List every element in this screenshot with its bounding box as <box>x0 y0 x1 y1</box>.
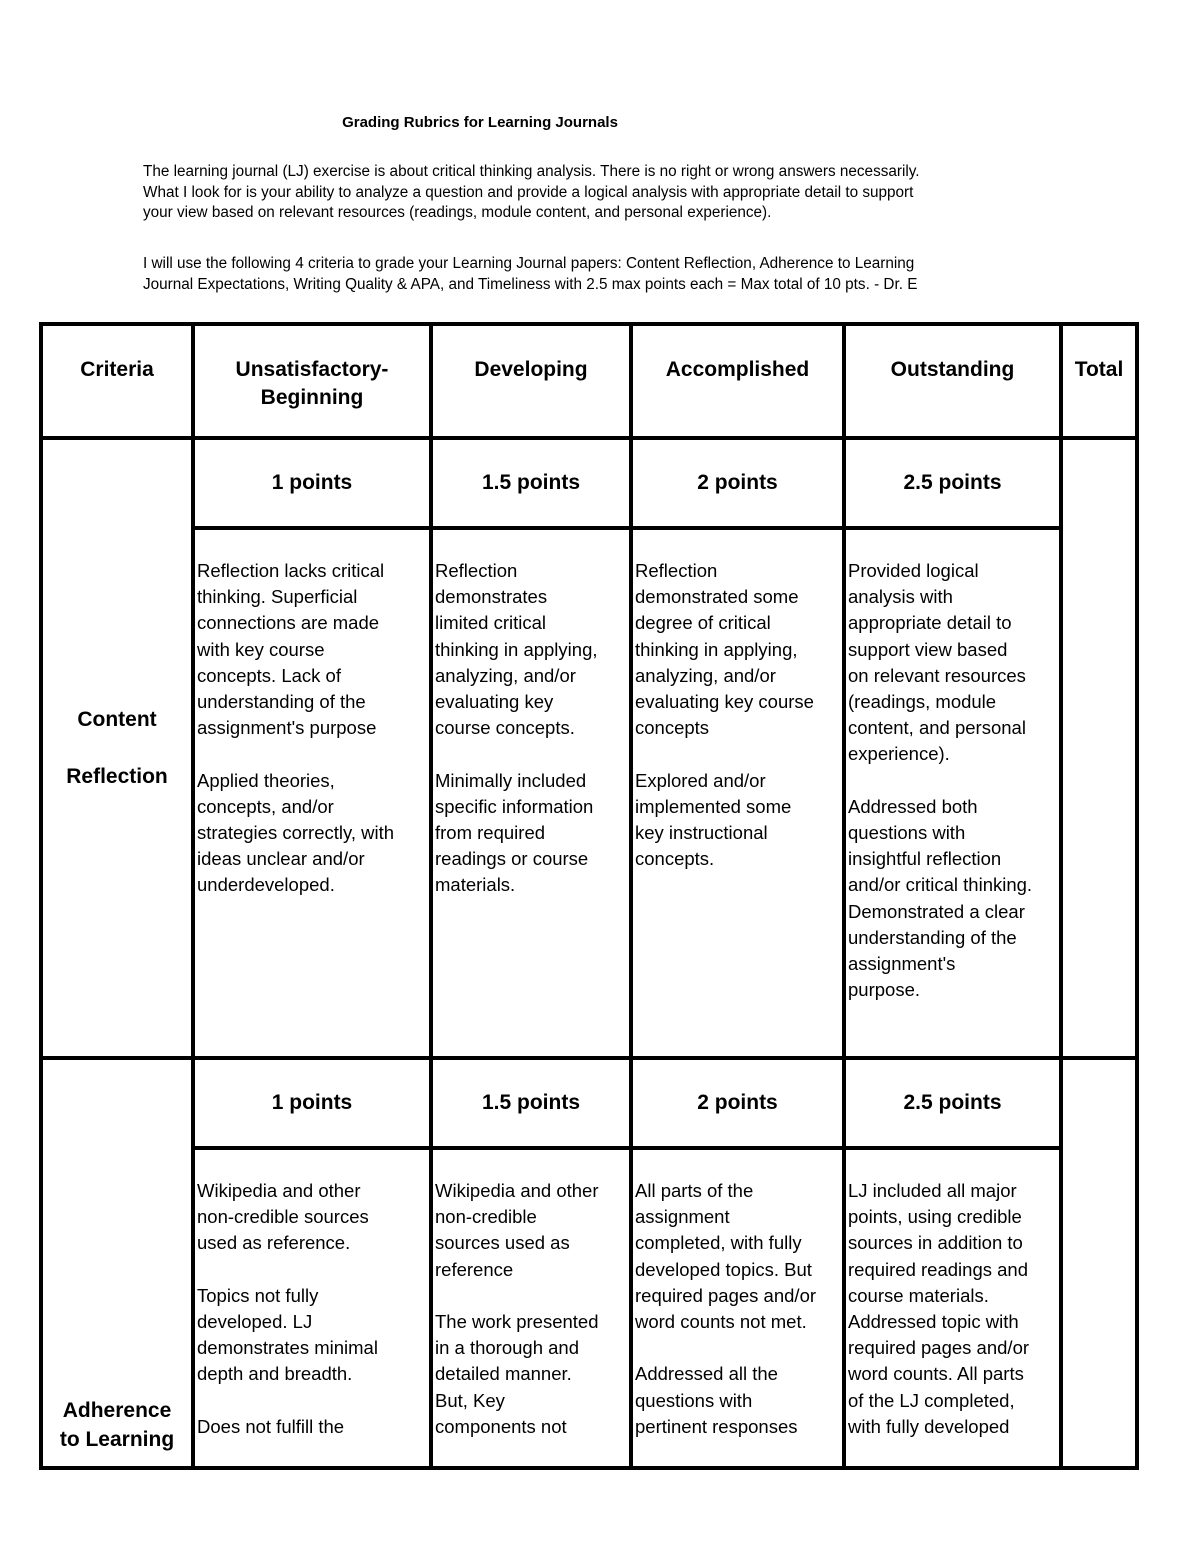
criteria-adherence <box>41 1058 193 1468</box>
criteria-content-reflection <box>41 438 193 1058</box>
criteria-line: Reflection <box>66 765 168 788</box>
description-cell <box>193 1148 431 1468</box>
description-cell <box>631 1148 844 1468</box>
criteria-line: Content <box>77 708 157 731</box>
description-text: Wikipedia and other non-credible sources used as reference The work presented in a thorough and detailed manner. But, Key components not <box>435 1180 599 1437</box>
criteria-line: to Learning <box>59 1428 175 1451</box>
description-cell <box>431 1148 631 1468</box>
total-cell <box>1061 1058 1137 1468</box>
description-row <box>41 1148 1137 1468</box>
points-cell: 2 points <box>631 1058 844 1148</box>
intro-paragraph-2 <box>143 254 1063 295</box>
points-cell: 1 points <box>193 438 431 528</box>
header-developing: Developing <box>431 324 631 438</box>
description-cell <box>844 1148 1061 1468</box>
points-cell: 1.5 points <box>431 1058 631 1148</box>
intro-paragraph-1 <box>143 162 1063 224</box>
total-cell <box>1061 438 1137 1058</box>
intro-text: The learning journal (LJ) exercise is about critical thinking analysis. There is no right or wrong answers necessarily. What I look for is your ability to analyze a question and provide a logical analysis with appropriate detail to support your view based on relevant resources (readings, module content, and personal experience). <box>143 163 920 221</box>
header-accomplished: Accomplished <box>631 324 844 438</box>
description-row <box>41 528 1137 1058</box>
points-row <box>41 1058 1137 1148</box>
header-row <box>41 324 1137 438</box>
description-cell: Provided logical analysis with appropriate detail to support view based on relevant resources (readings, module content, and personal experience). Addressed both questions with insightful reflection and/or critical thinking. Demonstrated a clear understanding of the assignment's purpose. <box>844 528 1061 1058</box>
description-cell: Reflection demonstrated some degree of critical thinking in applying, analyzing, and/or evaluating key course concepts Explored and/or implemented some key instructional concepts. <box>631 528 844 1058</box>
header-unsatisfactory: Unsatisfactory- Beginning <box>193 324 431 438</box>
intro-text: I will use the following 4 criteria to grade your Learning Journal papers: Content Reflection, Adherence to Learning Journal Expectations, Writing Quality & APA, and Timeliness with 2.5 max points each = Max total of 10 pts. - Dr. E <box>143 255 918 293</box>
points-cell: 1.5 points <box>431 438 631 528</box>
header-outstanding: Outstanding <box>844 324 1061 438</box>
points-row <box>41 438 1137 528</box>
description-text: LJ included all major points, using credible sources in addition to required readings and course materials. Addressed topic with required pages and/or word counts. All parts of the LJ completed, with fully developed <box>848 1180 1030 1437</box>
criteria-line: Adherence <box>62 1399 172 1422</box>
description-text: All parts of the assignment completed, with fully developed topics. But required pages and/or word counts not met. Addressed all the questions with pertinent responses <box>635 1180 817 1437</box>
document-title: Grading Rubrics for Learning Journals <box>342 114 618 131</box>
description-cell: Reflection demonstrates limited critical thinking in applying, analyzing, and/or evaluating key course concepts. Minimally included specific information from required readings or course materials. <box>431 528 631 1058</box>
points-cell: 1 points <box>193 1058 431 1148</box>
description-text: Wikipedia and other non-credible sources used as reference. Topics not fully developed. LJ demonstrates minimal depth and breadth. Does not fulfill the <box>197 1180 378 1437</box>
points-cell: 2.5 points <box>844 1058 1061 1148</box>
description-cell: Reflection lacks critical thinking. Superficial connections are made with key course concepts. Lack of understanding of the assignment's purpose Applied theories, concepts, and/or strategies correctly, with ideas unclear and/or underdeveloped. <box>193 528 431 1058</box>
header-total: Total <box>1061 324 1137 438</box>
points-cell: 2.5 points <box>844 438 1061 528</box>
points-cell: 2 points <box>631 438 844 528</box>
header-criteria: Criteria <box>41 324 193 438</box>
rubric-table <box>39 322 1139 1470</box>
